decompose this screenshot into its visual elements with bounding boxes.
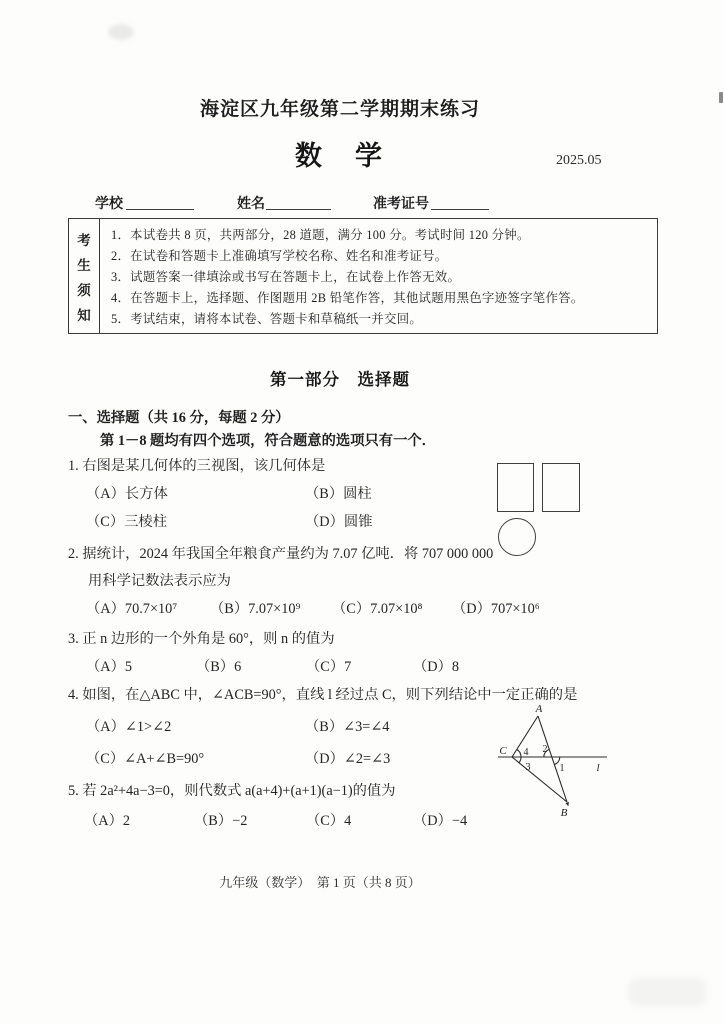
- school-label: 学校: [95, 197, 123, 212]
- notice-side-char: 须: [77, 282, 91, 298]
- question-2-text-line2: 用科学记数法表示应为: [88, 573, 231, 589]
- notice-side-char: 生: [77, 257, 91, 273]
- page-title: 海淀区九年级第二学期期末练习: [199, 99, 480, 120]
- q3-option-b: （B）6: [196, 659, 242, 675]
- q5-option-d: （D）−4: [413, 813, 468, 829]
- notice-item-5: 5．考试结束，请将本试卷、答题卡和草稿纸一并交回。: [111, 311, 423, 326]
- notice-item-4: 4．在答题卡上，选择题、作图题用 2B 铅笔作答，其他试题用黑色字迹签字笔作答。: [111, 290, 584, 305]
- q2-option-a: （A）70.7×10⁷: [86, 601, 178, 617]
- q4-label-angle3: 3: [525, 762, 531, 773]
- school-blank-line: [126, 208, 194, 210]
- q4-option-a: （A）∠1>∠2: [86, 719, 172, 735]
- question-3-text: 3. 正 n 边形的一个外角是 60°，则 n 的值为: [68, 631, 335, 647]
- q5-option-b: （B）−2: [194, 813, 248, 829]
- q4-label-C: C: [499, 745, 507, 757]
- q4-angle3-arc: [519, 757, 521, 763]
- admission-number-blank-line: [431, 208, 489, 210]
- q4-label-A: A: [535, 703, 543, 715]
- section-rule: 一、选择题（共 16 分，每题 2 分）: [68, 410, 290, 426]
- q4-label-angle4: 4: [523, 747, 529, 758]
- notice-item-3: 3．试题答案一律填涂或书写在答题卡上，在试卷上作答无效。: [111, 269, 461, 284]
- q5-option-a: （A）2: [84, 813, 131, 829]
- notice-item-1: 1．本试卷共 8 页，共两部分，28 道题，满分 100 分。考试时间 120 分钟。: [111, 228, 530, 243]
- q1-option-d: （D）圆锥: [305, 514, 373, 530]
- part1-heading: 第一部分 选择题: [270, 370, 410, 389]
- q4-label-angle1: 1: [559, 763, 565, 774]
- name-blank-line: [266, 208, 331, 210]
- q2-option-c: （C）7.07×10⁸: [332, 601, 423, 617]
- q1-option-a: （A）长方体: [86, 486, 168, 502]
- scan-smudge-bottom-right: [628, 978, 706, 1006]
- q2-option-b: （B）7.07×10⁹: [210, 601, 301, 617]
- q3-option-d: （D）8: [413, 659, 460, 675]
- notice-side-char: 考: [77, 232, 91, 248]
- q4-label-B: B: [560, 807, 568, 819]
- notice-item-2: 2．在试卷和答题卡上准确填写学校名称、姓名和准考证号。: [111, 249, 448, 264]
- question-4-text: 4. 如图，在△ABC 中，∠ACB=90°，直线 l 经过点 C，则下列结论中一定正确的是: [68, 687, 578, 703]
- q4-option-d: （D）∠2=∠3: [305, 751, 391, 767]
- question-1-text: 1. 右图是某几何体的三视图，该几何体是: [68, 458, 326, 474]
- question-5-text: 5. 若 2a²+4a−3=0，则代数式 a(a+4)+(a+1)(a−1)的值为: [68, 783, 396, 799]
- q4-label-l: l: [596, 762, 600, 774]
- section-note: 第 1－8 题均有四个选项，符合题意的选项只有一个．: [100, 433, 436, 449]
- q1-option-c: （C）三棱柱: [86, 514, 168, 530]
- q4-option-c: （C）∠A+∠B=90°: [86, 751, 205, 767]
- q5-option-c: （C）4: [306, 813, 352, 829]
- q4-option-b: （B）∠3=∠4: [305, 719, 390, 735]
- notice-items: [100, 219, 657, 333]
- q1-top-view-circle: [498, 518, 536, 556]
- scan-smudge-top-left: [108, 24, 134, 40]
- question-2-text-line1: 2. 据统计，2024 年我国全年粮食产量约为 7.07 亿吨．将 707 000 000: [68, 546, 494, 562]
- q4-arrowhead-at-B: [566, 802, 569, 806]
- notice-side-char: 知: [77, 307, 91, 323]
- q1-front-view-rectangle: [497, 463, 534, 512]
- q4-figure-triangle-with-line: [488, 700, 622, 820]
- exam-date: 2025.05: [556, 153, 602, 168]
- q3-option-c: （C）7: [306, 659, 352, 675]
- q3-option-a: （A）5: [86, 659, 133, 675]
- q1-option-b: （B）圆柱: [305, 486, 372, 502]
- scan-mark-right-edge: [719, 92, 723, 103]
- subject-title: 数 学: [295, 141, 385, 171]
- q4-segment-AB: [538, 716, 567, 802]
- q1-side-view-rectangle: [542, 463, 580, 512]
- admission-number-label: 准考证号: [373, 197, 429, 212]
- name-label: 姓名: [237, 197, 265, 212]
- q4-angle4-arc: [517, 749, 521, 757]
- q4-label-angle2: 2: [542, 744, 548, 755]
- q2-option-d: （D）707×10⁶: [452, 601, 540, 617]
- examinee-notice-box: [68, 218, 658, 334]
- page-footer: 九年级（数学） 第 1 页（共 8 页）: [219, 875, 421, 890]
- notice-side-label: [69, 219, 100, 333]
